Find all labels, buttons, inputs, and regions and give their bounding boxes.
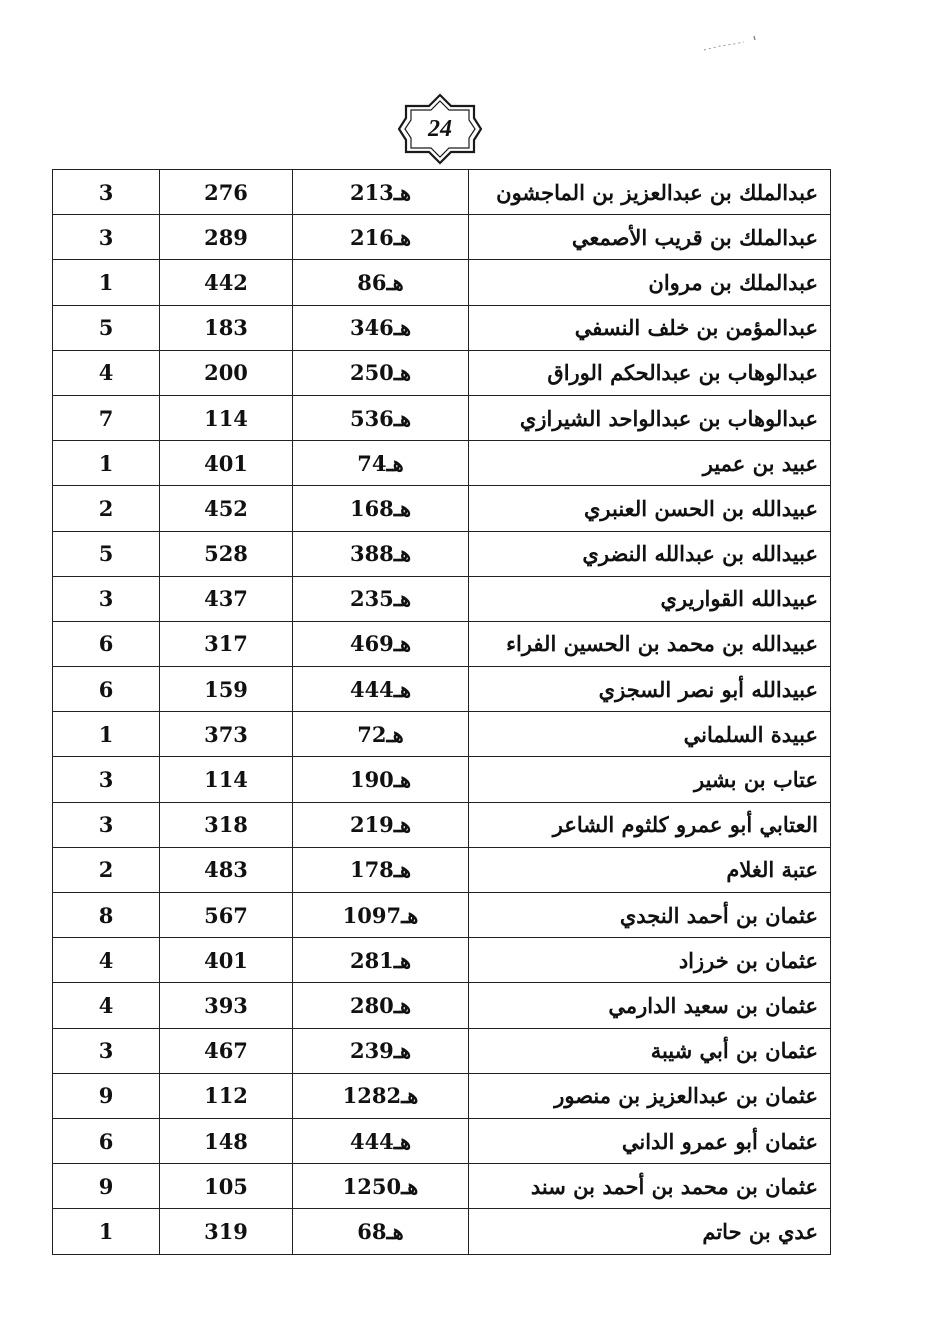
death-year-cell: 444هـ <box>293 667 469 712</box>
death-year-cell: 280هـ <box>293 983 469 1028</box>
person-name-cell: عدي بن حاتم <box>469 1209 831 1254</box>
table-row <box>53 1118 831 1163</box>
volume-cell: 4 <box>53 983 160 1028</box>
death-year-cell: 190هـ <box>293 757 469 802</box>
volume-cell: 3 <box>53 170 160 215</box>
person-name-cell: عبيدالله بن محمد بن الحسين الفراء <box>469 621 831 666</box>
page-cell: 373 <box>160 712 293 757</box>
death-year-cell: 536هـ <box>293 395 469 440</box>
death-year-cell: 68هـ <box>293 1209 469 1254</box>
table-row <box>53 1028 831 1073</box>
volume-cell: 7 <box>53 395 160 440</box>
table-row <box>53 1164 831 1209</box>
table-row <box>53 1073 831 1118</box>
volume-cell: 1 <box>53 441 160 486</box>
death-year-cell: 250هـ <box>293 350 469 395</box>
death-year-cell: 213هـ <box>293 170 469 215</box>
page-cell: 289 <box>160 215 293 260</box>
volume-cell: 2 <box>53 486 160 531</box>
death-year-cell: 469هـ <box>293 621 469 666</box>
page-cell: 114 <box>160 757 293 802</box>
page-cell: 483 <box>160 847 293 892</box>
page-cell: 401 <box>160 938 293 983</box>
person-name-cell: عبدالوهاب بن عبدالحكم الوراق <box>469 350 831 395</box>
person-name-cell: عبيدالله بن عبدالله النضري <box>469 531 831 576</box>
table-row <box>53 215 831 260</box>
person-name-cell: عثمان بن محمد بن أحمد بن سند <box>469 1164 831 1209</box>
table-row <box>53 395 831 440</box>
table-row <box>53 305 831 350</box>
page-number-badge <box>398 92 482 166</box>
volume-cell: 1 <box>53 712 160 757</box>
page-cell: 318 <box>160 802 293 847</box>
page-cell: 148 <box>160 1118 293 1163</box>
person-name-cell: عبيدالله أبو نصر السجزي <box>469 667 831 712</box>
person-name-cell: عبيدالله القواريري <box>469 576 831 621</box>
death-year-cell: 239هـ <box>293 1028 469 1073</box>
person-name-cell: عثمان بن أحمد النجدي <box>469 893 831 938</box>
volume-cell: 6 <box>53 621 160 666</box>
person-name-cell: عبيدالله بن الحسن العنبري <box>469 486 831 531</box>
volume-cell: 6 <box>53 667 160 712</box>
volume-cell: 9 <box>53 1164 160 1209</box>
person-name-cell: عتبة الغلام <box>469 847 831 892</box>
death-year-cell: 235هـ <box>293 576 469 621</box>
table-row <box>53 1209 831 1254</box>
table-row <box>53 260 831 305</box>
volume-cell: 3 <box>53 215 160 260</box>
person-name-cell: عثمان بن سعيد الدارمي <box>469 983 831 1028</box>
person-name-cell: عبدالوهاب بن عبدالواحد الشيرازي <box>469 395 831 440</box>
table-row <box>53 667 831 712</box>
person-name-cell: عثمان بن خرزاد <box>469 938 831 983</box>
person-name-cell: العتابي أبو عمرو كلثوم الشاعر <box>469 802 831 847</box>
page-cell: 528 <box>160 531 293 576</box>
page-number: 24 <box>428 116 452 142</box>
table-row <box>53 486 831 531</box>
volume-cell: 4 <box>53 938 160 983</box>
death-year-cell: 72هـ <box>293 712 469 757</box>
volume-cell: 5 <box>53 531 160 576</box>
death-year-cell: 178هـ <box>293 847 469 892</box>
page-cell: 112 <box>160 1073 293 1118</box>
death-year-cell: 388هـ <box>293 531 469 576</box>
table-row <box>53 350 831 395</box>
volume-cell: 3 <box>53 576 160 621</box>
volume-cell: 6 <box>53 1118 160 1163</box>
page-cell: 437 <box>160 576 293 621</box>
person-name-cell: عبيد بن عمير <box>469 441 831 486</box>
volume-cell: 8 <box>53 893 160 938</box>
person-name-cell: عثمان بن أبي شيبة <box>469 1028 831 1073</box>
death-year-cell: 1097هـ <box>293 893 469 938</box>
table-row <box>53 938 831 983</box>
person-name-cell: عتاب بن بشير <box>469 757 831 802</box>
death-year-cell: 74هـ <box>293 441 469 486</box>
page-cell: 467 <box>160 1028 293 1073</box>
death-year-cell: 216هـ <box>293 215 469 260</box>
person-name-cell: عثمان بن عبدالعزيز بن منصور <box>469 1073 831 1118</box>
death-year-cell: 168هـ <box>293 486 469 531</box>
table-row <box>53 847 831 892</box>
death-year-cell: 444هـ <box>293 1118 469 1163</box>
table-row <box>53 983 831 1028</box>
death-year-cell: 281هـ <box>293 938 469 983</box>
volume-cell: 3 <box>53 1028 160 1073</box>
page-cell: 442 <box>160 260 293 305</box>
page-cell: 200 <box>160 350 293 395</box>
page-cell: 319 <box>160 1209 293 1254</box>
person-name-cell: عبدالملك بن مروان <box>469 260 831 305</box>
person-name-cell: عبدالمؤمن بن خلف النسفي <box>469 305 831 350</box>
volume-cell: 5 <box>53 305 160 350</box>
volume-cell: 3 <box>53 802 160 847</box>
page-cell: 401 <box>160 441 293 486</box>
table-row <box>53 712 831 757</box>
table-row <box>53 621 831 666</box>
page-cell: 114 <box>160 395 293 440</box>
table-row <box>53 441 831 486</box>
table-row <box>53 802 831 847</box>
volume-cell: 2 <box>53 847 160 892</box>
page-cell: 105 <box>160 1164 293 1209</box>
page-cell: 159 <box>160 667 293 712</box>
page-cell: 393 <box>160 983 293 1028</box>
death-year-cell: 86هـ <box>293 260 469 305</box>
death-year-cell: 219هـ <box>293 802 469 847</box>
table-row <box>53 170 831 215</box>
page-cell: 317 <box>160 621 293 666</box>
volume-cell: 4 <box>53 350 160 395</box>
table-row <box>53 576 831 621</box>
death-year-cell: 346هـ <box>293 305 469 350</box>
table-row <box>53 531 831 576</box>
table-row <box>53 757 831 802</box>
page-cell: 452 <box>160 486 293 531</box>
table-body <box>53 170 831 1255</box>
page-cell: 567 <box>160 893 293 938</box>
person-name-cell: عبيدة السلماني <box>469 712 831 757</box>
page-cell: 276 <box>160 170 293 215</box>
table-row <box>53 893 831 938</box>
biography-index-table <box>52 169 831 1255</box>
person-name-cell: عبدالملك بن قريب الأصمعي <box>469 215 831 260</box>
volume-cell: 3 <box>53 757 160 802</box>
death-year-cell: 1250هـ <box>293 1164 469 1209</box>
page-cell: 183 <box>160 305 293 350</box>
scan-speck-mark <box>700 34 760 54</box>
death-year-cell: 1282هـ <box>293 1073 469 1118</box>
volume-cell: 9 <box>53 1073 160 1118</box>
person-name-cell: عثمان أبو عمرو الداني <box>469 1118 831 1163</box>
volume-cell: 1 <box>53 1209 160 1254</box>
volume-cell: 1 <box>53 260 160 305</box>
person-name-cell: عبدالملك بن عبدالعزيز بن الماجشون <box>469 170 831 215</box>
